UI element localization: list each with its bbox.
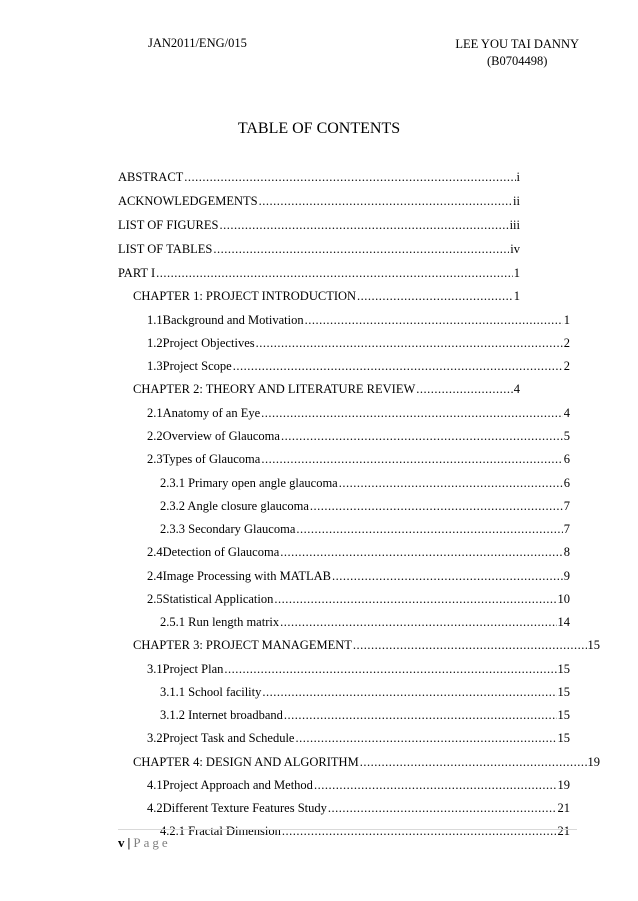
toc-entry-page: 19 (557, 778, 570, 792)
toc-entry-page: 4 (513, 382, 520, 396)
toc-entry-label: LIST OF TABLES (118, 242, 213, 256)
toc-entry[interactable] (160, 706, 570, 724)
toc-entry-page: 21 (557, 824, 570, 838)
toc-entry[interactable] (147, 450, 570, 468)
toc-dot-leader (310, 497, 563, 515)
toc-entry-number: 1.3 (147, 359, 163, 373)
toc-entry-label: Project Scope (162, 359, 232, 373)
toc-entry[interactable] (118, 264, 520, 282)
toc-dot-leader (184, 168, 515, 186)
toc-dot-leader (353, 636, 587, 654)
toc-entry[interactable] (147, 357, 570, 375)
toc-entry-label: Statistical Application (162, 592, 274, 606)
toc-entry[interactable] (147, 311, 570, 329)
toc-entry-label: 2.3.1 Primary open angle glaucoma (160, 476, 338, 490)
toc-entry[interactable] (160, 474, 570, 492)
toc-entry-number: 2.1 (147, 406, 163, 420)
toc-entry-label: Project Task and Schedule (162, 731, 295, 745)
toc-entry-page: i (516, 170, 520, 184)
toc-dot-leader (256, 334, 563, 352)
toc-dot-leader (328, 799, 557, 817)
toc-entry-number: 2.5 (147, 592, 163, 606)
toc-entry-label: Overview of Glaucoma (162, 429, 280, 443)
toc-entry[interactable] (118, 240, 520, 258)
toc-entry-label: ACKNOWLEDGEMENTS (118, 194, 258, 208)
toc-entry[interactable] (133, 287, 520, 305)
toc-dot-leader (261, 450, 562, 468)
toc-entry-label: 2.3.3 Secondary Glaucoma (160, 522, 296, 536)
toc-dot-leader (305, 311, 563, 329)
header-author-name: LEE YOU TAI DANNY (455, 37, 579, 51)
toc-entry-label: Detection of Glaucoma (162, 545, 280, 559)
toc-entry-page: 15 (587, 638, 600, 652)
toc-entry-page: 9 (563, 569, 570, 583)
toc-entry-page: 14 (557, 615, 570, 629)
toc-entry-page: 8 (563, 545, 570, 559)
toc-dot-leader (295, 729, 556, 747)
toc-entry-page: iv (510, 242, 520, 256)
toc-entry-page: 6 (563, 452, 570, 466)
toc-dot-leader (282, 822, 557, 840)
toc-entry-page: 4 (563, 406, 570, 420)
toc-entry-page: 7 (563, 499, 570, 513)
toc-entry-number: 2.4 (147, 545, 163, 559)
footer-page-word: Page (133, 835, 171, 850)
toc-entry-label: PART I (118, 266, 156, 280)
toc-entry[interactable] (147, 590, 570, 608)
toc-entry-number: 2.3 (147, 452, 163, 466)
toc-entry-page: 10 (557, 592, 570, 606)
toc-entry-page: 15 (557, 708, 570, 722)
header-author (455, 36, 579, 70)
toc-entry-label: Project Objectives (162, 336, 255, 350)
toc-entry-page: 2 (563, 336, 570, 350)
toc-entry-page: 7 (563, 522, 570, 536)
toc-dot-leader (332, 567, 563, 585)
toc-entry-number: 4.1 (147, 778, 163, 792)
toc-entry-label: CHAPTER 1: PROJECT INTRODUCTION (133, 289, 357, 303)
toc-entry-page: 6 (563, 476, 570, 490)
toc-entry[interactable] (147, 799, 570, 817)
toc-entry[interactable] (118, 216, 520, 234)
toc-entry-page: 15 (557, 662, 570, 676)
toc-entry[interactable] (147, 776, 570, 794)
toc-dot-leader (357, 287, 513, 305)
toc-entry-page: 1 (513, 289, 520, 303)
toc-entry[interactable] (160, 497, 570, 515)
toc-entry-label: ABSTRACT (118, 170, 184, 184)
toc-dot-leader (219, 216, 508, 234)
header-doc-code: JAN2011/ENG/015 (148, 36, 247, 50)
toc-entry[interactable] (147, 427, 570, 445)
toc-entry[interactable] (147, 334, 570, 352)
toc-entry-label: 2.3.2 Angle closure glaucoma (160, 499, 309, 513)
toc-dot-leader (156, 264, 513, 282)
toc-dot-leader (314, 776, 557, 794)
toc-dot-leader (416, 380, 512, 398)
toc-entry[interactable] (147, 404, 570, 422)
toc-entry[interactable] (133, 636, 600, 654)
toc-dot-leader (261, 404, 563, 422)
toc-entry-number: 4.2 (147, 801, 163, 815)
toc-entry[interactable] (133, 380, 520, 398)
footer-page-number: v (118, 835, 125, 850)
toc-entry-label: Different Texture Features Study (162, 801, 327, 815)
toc-entry-label: Project Plan (162, 662, 224, 676)
toc-entry-page: 1 (563, 313, 570, 327)
toc-entry[interactable] (133, 753, 600, 771)
toc-entry[interactable] (147, 660, 570, 678)
toc-entry-label: Project Approach and Method (162, 778, 313, 792)
toc-entry-label: Image Processing with MATLAB (162, 569, 332, 583)
toc-entry-number: 3.1 (147, 662, 163, 676)
toc-entry-page: iii (509, 218, 520, 232)
toc-dot-leader (213, 240, 509, 258)
toc-entry-page: 21 (557, 801, 570, 815)
toc-entry[interactable] (160, 613, 570, 631)
toc-entry-page: 2 (563, 359, 570, 373)
footer-divider (118, 829, 577, 830)
toc-dot-leader (233, 357, 563, 375)
toc-entry-page: 5 (563, 429, 570, 443)
toc-entry-label: CHAPTER 4: DESIGN AND ALGORITHM (133, 755, 359, 769)
toc-entry-label: CHAPTER 2: THEORY AND LITERATURE REVIEW (133, 382, 416, 396)
toc-entry-label: Types of Glaucoma (162, 452, 261, 466)
toc-dot-leader (280, 543, 563, 561)
toc-dot-leader (296, 520, 562, 538)
toc-entry-page: 15 (557, 685, 570, 699)
toc-entry-label: LIST OF FIGURES (118, 218, 219, 232)
toc-entry[interactable] (147, 729, 570, 747)
toc-entry-label: Anatomy of an Eye (162, 406, 261, 420)
toc-entry-label: 3.1.1 School facility (160, 685, 262, 699)
page-footer (118, 835, 171, 851)
toc-entry-number: 1.2 (147, 336, 163, 350)
toc-dot-leader (224, 660, 556, 678)
toc-dot-leader (360, 753, 587, 771)
header-author-id: (B0704498) (486, 54, 548, 68)
toc-entry-page: 1 (513, 266, 520, 280)
toc-entry-label: 4.2.1 Fractal Dimension (160, 824, 281, 838)
toc-entry-number: 3.2 (147, 731, 163, 745)
toc-entry-page: 19 (587, 755, 600, 769)
page-title: TABLE OF CONTENTS (237, 120, 401, 137)
toc-dot-leader (259, 192, 512, 210)
toc-entry[interactable] (147, 543, 570, 561)
toc-entry-label: 3.1.2 Internet broadband (160, 708, 283, 722)
toc-entry-page: 15 (557, 731, 570, 745)
toc-entry-number: 1.1 (147, 313, 163, 327)
toc-dot-leader (339, 474, 563, 492)
toc-entry-page: ii (513, 194, 520, 208)
toc-entry[interactable] (147, 567, 570, 585)
toc-dot-leader (262, 683, 556, 701)
toc-entry-label: CHAPTER 3: PROJECT MANAGEMENT (133, 638, 352, 652)
footer-separator: | (127, 835, 131, 850)
toc-dot-leader (274, 590, 556, 608)
toc-entry[interactable] (160, 683, 570, 701)
toc-entry[interactable] (160, 822, 570, 840)
toc-entry[interactable] (118, 168, 520, 186)
toc-dot-leader (280, 613, 556, 631)
toc-entry-number: 2.4 (147, 569, 163, 583)
toc-entry-label: Background and Motivation (162, 313, 304, 327)
toc-entry-label: 2.5.1 Run length matrix (160, 615, 280, 629)
toc-entry-number: 2.2 (147, 429, 163, 443)
toc-entry[interactable] (118, 192, 520, 210)
toc-dot-leader (281, 427, 563, 445)
toc-entry[interactable] (160, 520, 570, 538)
toc-dot-leader (284, 706, 557, 724)
